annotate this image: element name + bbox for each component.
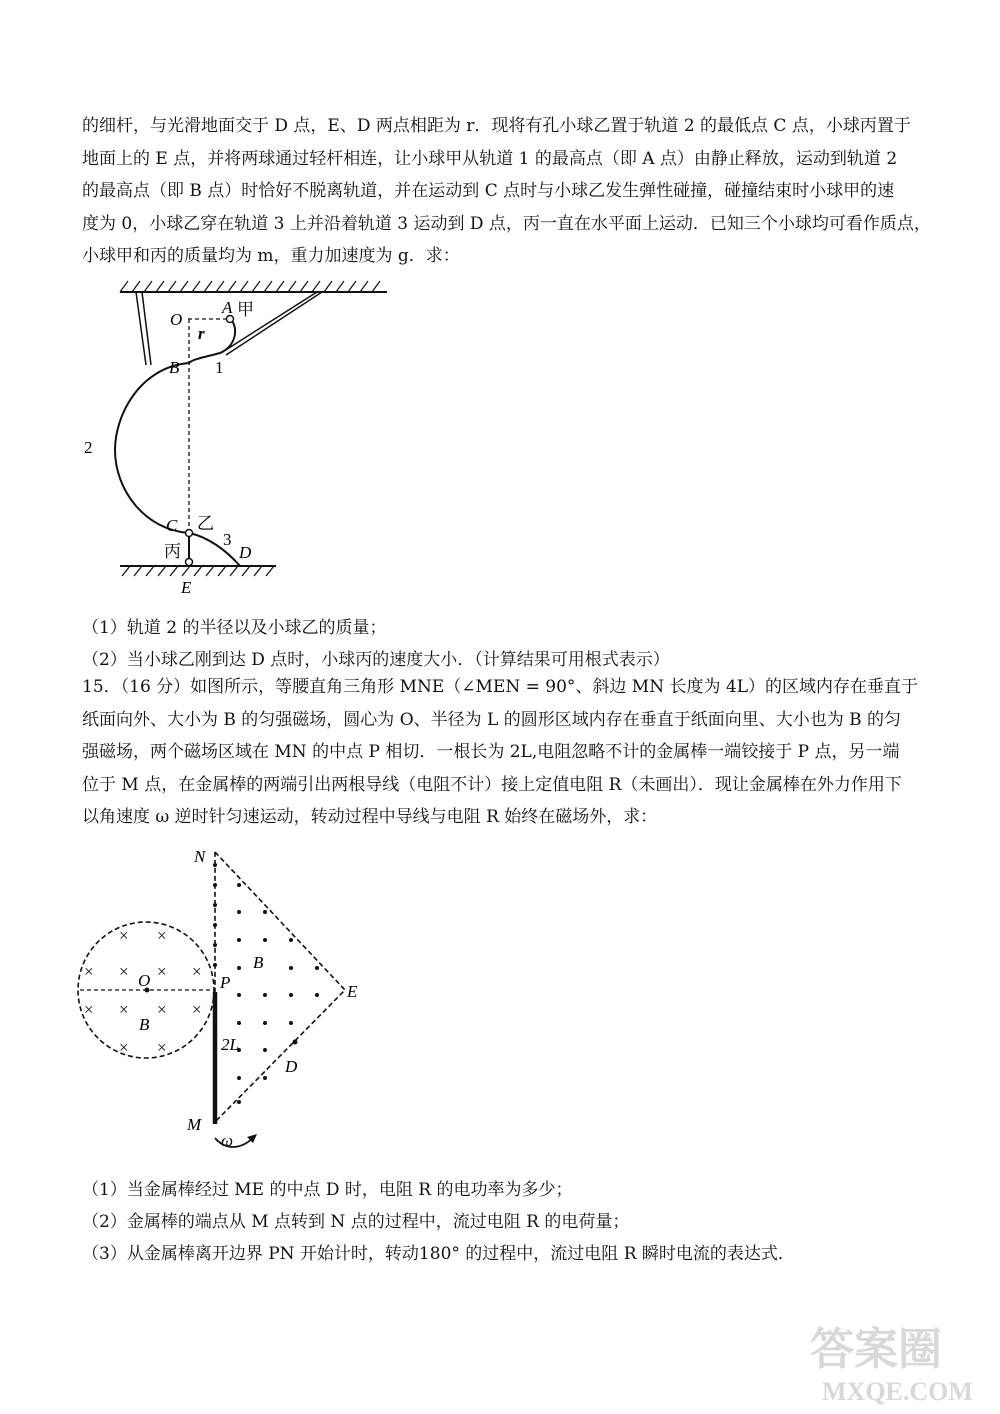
p15-question-3: （3）从金属棒离开边界 PN 开始计时，转动180° 的过程中，流过电阻 R 瞬时电流的表达式．	[82, 1244, 795, 1264]
label-N: N	[194, 847, 206, 866]
ball-bing	[186, 559, 193, 566]
p15-line-5: 以角速度 ω 逆时针匀速运动，转动过程中导线与电阻 R 始终在磁场外，求：	[82, 807, 658, 827]
track-3	[189, 533, 240, 566]
label-O: O	[170, 310, 183, 329]
p15-line-3: 强磁场，两个磁场区域在 MN 的中点 P 相切．一根长为 2L,电阻忽略不计的金属棒一端铰接于 P 点，另一端	[82, 742, 900, 762]
into-page-crosses	[84, 926, 202, 1057]
svg-text:×: ×	[119, 926, 129, 945]
watermark-logo	[800, 1312, 990, 1407]
p14-line-5: 小球甲和丙的质量均为 m，重力加速度为 g．求：	[82, 246, 460, 266]
label-omega: ω	[221, 1131, 234, 1150]
label-r: r	[198, 324, 205, 343]
ball-yi	[186, 530, 193, 537]
svg-text:×: ×	[157, 1038, 167, 1057]
label-P: P	[220, 973, 231, 992]
track-1	[189, 319, 235, 363]
watermark-top: 答案圈	[810, 1325, 942, 1374]
p14-question-1: （1）轨道 2 的半径以及小球乙的质量；	[82, 618, 387, 638]
p14-line-3: 的最高点（即 B 点）时恰好不脱离轨道，并在运动到 C 点时与小球乙发生弹性碰撞，碰撞结束时小球甲的速	[82, 181, 895, 201]
p15-line-2: 纸面向外、大小为 B 的匀强磁场，圆心为 O、半径为 L 的圆形区域内存在垂直于纸面向里、大小也为 B 的匀	[82, 709, 902, 730]
label-D2: D	[285, 1057, 298, 1076]
svg-text:×: ×	[84, 962, 94, 981]
watermark-bottom: MXQE.COM	[822, 1377, 973, 1406]
p15-line-4: 位于 M 点，在金属棒的两端引出两根导线（电阻不计）接上定值电阻 R（未画出）．现让金属棒在外力作用下	[82, 774, 902, 795]
label-B-triangle: B	[253, 953, 264, 972]
label-O2: O	[138, 971, 151, 990]
p14-question-2: （2）当小球乙刚到达 D 点时，小球丙的速度大小．（计算结果可用根式表示）	[82, 650, 670, 670]
ground-hatch	[122, 566, 274, 576]
problem14-text	[82, 110, 931, 273]
svg-text:×: ×	[157, 1000, 167, 1019]
label-M: M	[187, 1115, 202, 1134]
p15-question-1: （1）当金属棒经过 ME 的中点 D 时，电阻 R 的电功率为多少；	[82, 1180, 573, 1200]
problem15-text	[82, 671, 922, 834]
svg-text:×: ×	[84, 1000, 94, 1019]
svg-text:×: ×	[119, 1000, 129, 1019]
ceiling-hatch	[120, 281, 380, 292]
svg-text:×: ×	[157, 926, 167, 945]
label-B: B	[169, 358, 180, 377]
label-B-circle: B	[139, 1015, 150, 1034]
svg-text:×: ×	[192, 962, 202, 981]
label-track-2: 2	[84, 438, 93, 457]
p14-line-4: 度为 0，小球乙穿在轨道 3 上并沿着轨道 3 运动到 D 点，丙一直在水平面上运动．已知三个小球均可看作质点，	[82, 213, 931, 234]
label-yi: 乙	[197, 514, 214, 533]
label-C: C	[166, 516, 178, 535]
p14-line-2: 地面上的 E 点，并将两球通过轻杆相连，让小球甲从轨道 1 的最高点（即 A 点）由静止释放，运动到轨道 2	[82, 148, 898, 169]
label-D: D	[239, 543, 252, 562]
svg-text:×: ×	[119, 962, 129, 981]
p15-line-1: 15．（16 分）如图所示，等腰直角三角形 MNE（∠MEN = 90°、斜边 MN 长度为 4L）的区域内存在垂直于	[82, 677, 918, 697]
label-E: E	[181, 578, 192, 597]
track-2	[115, 363, 189, 533]
p15-question-2: （2）金属棒的端点从 M 点转到 N 点的过程中，流过电阻 R 的电荷量；	[82, 1212, 630, 1232]
label-2L: 2L	[221, 1035, 239, 1054]
field-figure	[75, 840, 395, 1165]
p14-line-1: 的细杆，与光滑地面交于 D 点，E、D 两点相距为 r．现将有孔小球乙置于轨道 2 的最低点 C 点，小球丙置于	[82, 116, 911, 136]
label-jia: 甲	[237, 300, 254, 319]
support-rod-left-2	[142, 292, 151, 365]
support-rod-right	[221, 292, 317, 353]
track-figure	[80, 275, 410, 605]
svg-text:×: ×	[119, 1038, 129, 1057]
label-track-1: 1	[215, 358, 224, 377]
triangle-MNE	[215, 852, 345, 1122]
label-bing: 丙	[164, 542, 181, 561]
label-track-3: 3	[223, 530, 232, 549]
svg-text:×: ×	[157, 962, 167, 981]
support-rod-left	[136, 292, 146, 365]
label-E2: E	[347, 982, 358, 1001]
svg-text:×: ×	[192, 1000, 202, 1019]
label-A: A	[222, 298, 233, 317]
